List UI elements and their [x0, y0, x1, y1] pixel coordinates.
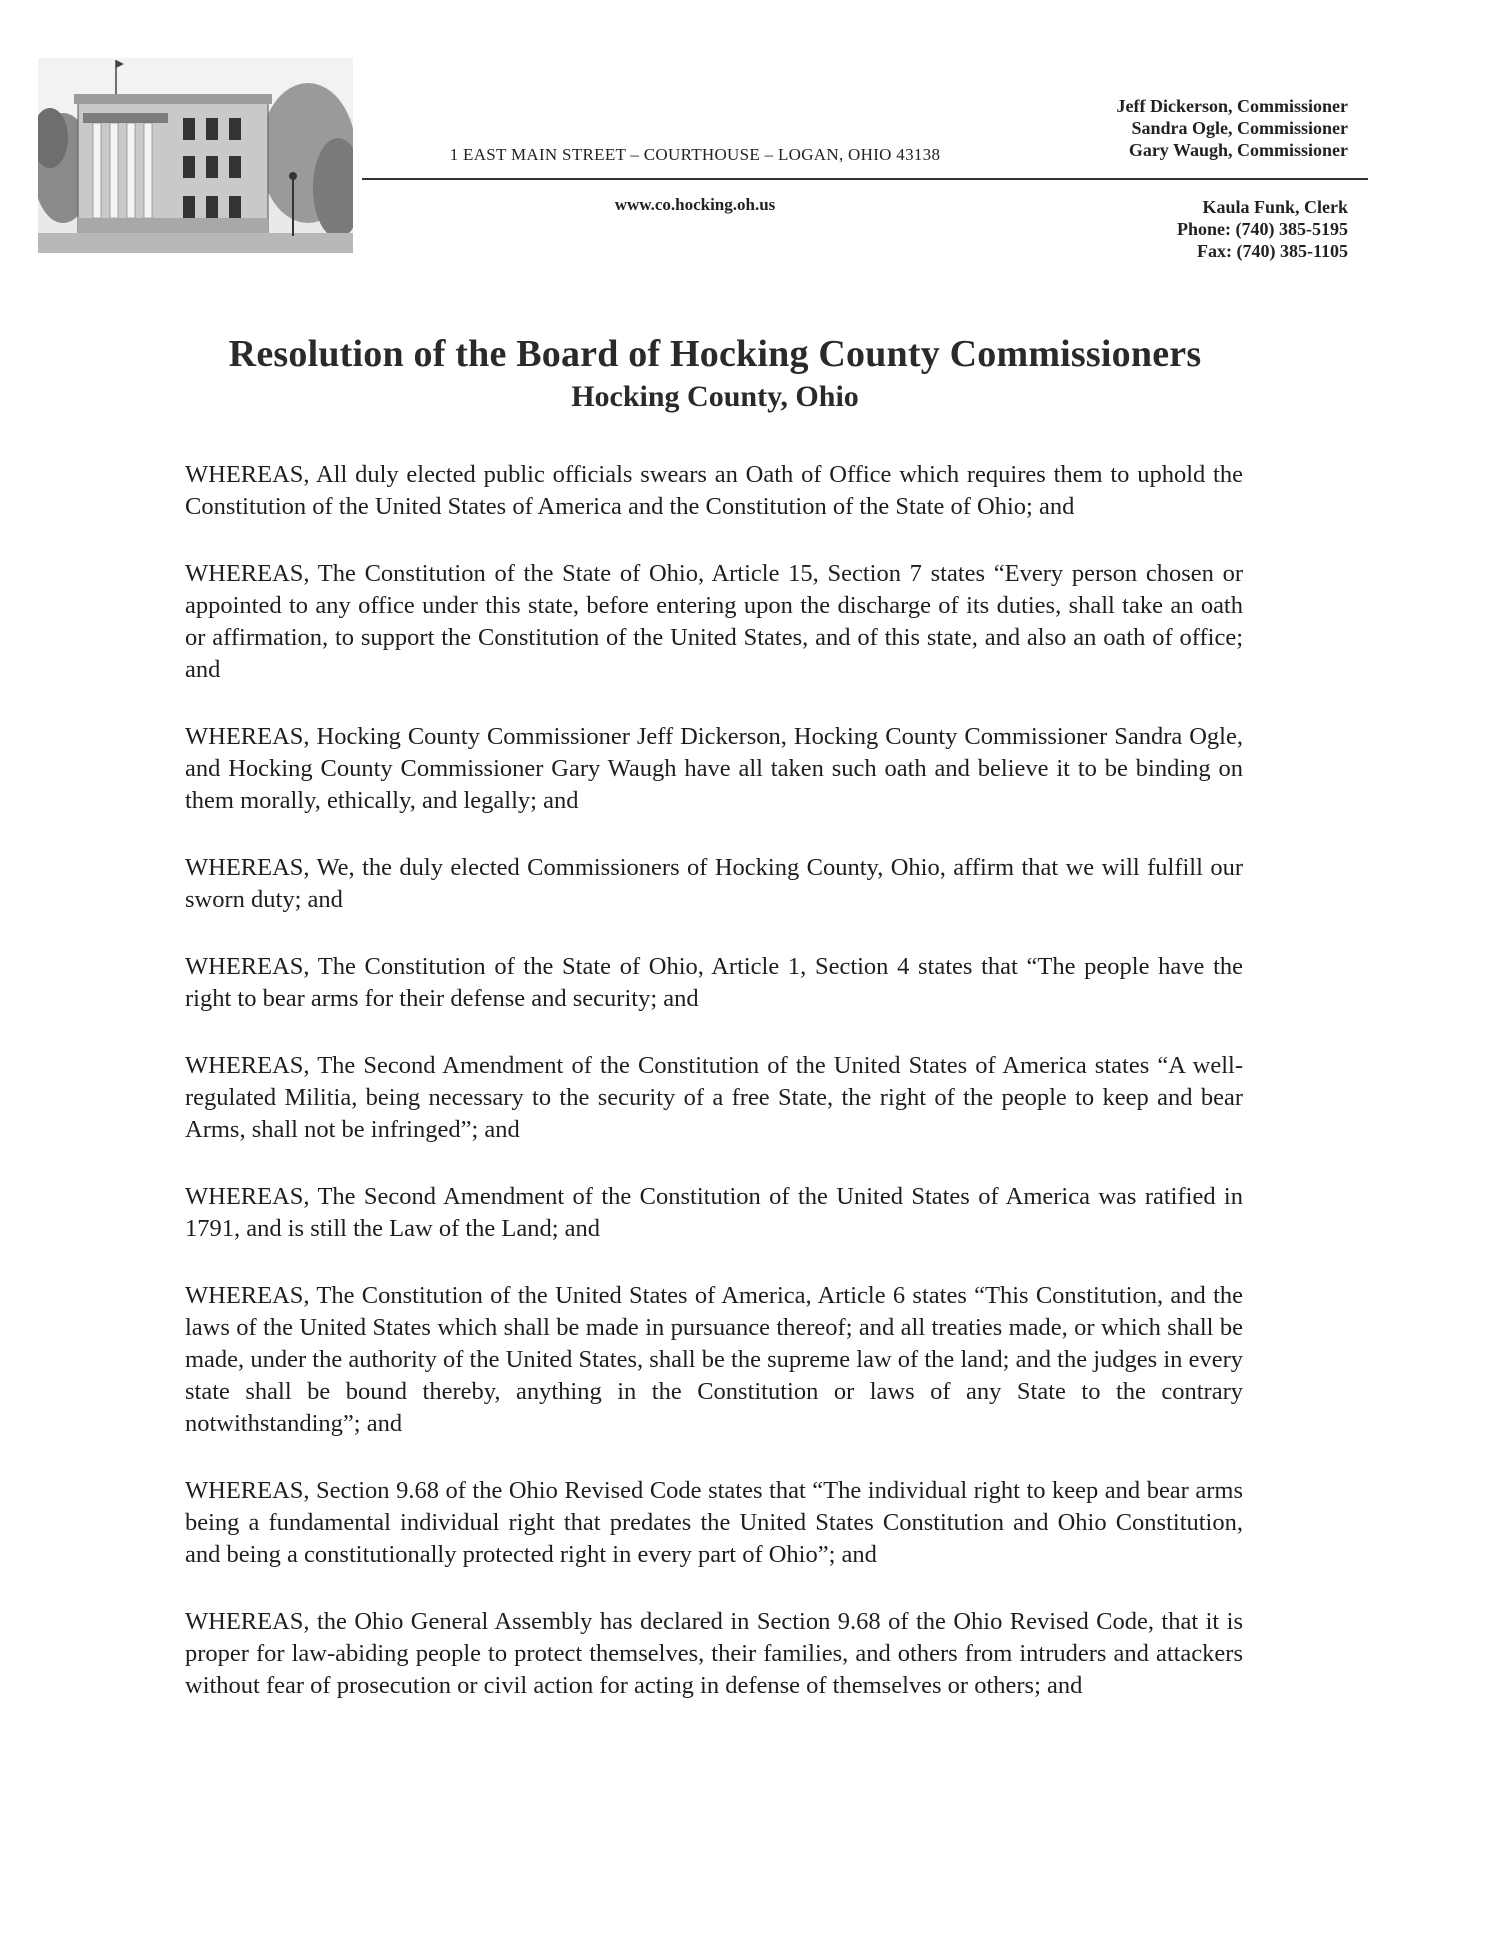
phone-number: Phone: (740) 385-5195	[1177, 219, 1348, 239]
commissioner-name: Gary Waugh, Commissioner	[1128, 140, 1348, 160]
courthouse-address: 1 EAST MAIN STREET – COURTHOUSE – LOGAN, OHIO 43138	[449, 145, 941, 164]
fax-number: Fax: (740) 385-1105	[1197, 241, 1348, 261]
commissioners-list	[1117, 95, 1348, 161]
whereas-paragraph: WHEREAS, the Ohio General Assembly has declared in Section 9.68 of the Ohio Revised Code, that it is proper for law-abiding people to protect themselves, their families, and others from intruders and attackers without fear of prosecution or civil action for acting in defense of themselves or others; and	[185, 1608, 1243, 1699]
whereas-paragraph: WHEREAS, The Second Amendment of the Constitution of the United States of America was ratified in 1791, and is still the Law of the Land; and	[185, 1183, 1243, 1242]
whereas-paragraph: WHEREAS, The Constitution of the United States of America, Article 6 states “This Constitution, and the laws of the United States which shall be made in pursuance thereof; and all treaties made, or which shall be made, under the authority of the United States, shall be the supreme law of the land; and the judges in every state shall be bound thereby, anything in the Constitution or laws of any State to the contrary notwithstanding”; and	[185, 1282, 1243, 1437]
resolution-title: Resolution of the Board of Hocking County Commissioners	[228, 333, 1202, 375]
letterhead-divider	[362, 178, 1368, 180]
commissioner-name: Jeff Dickerson, Commissioner	[1116, 96, 1348, 116]
whereas-paragraph: WHEREAS, We, the duly elected Commissioners of Hocking County, Ohio, affirm that we will fulfill our sworn duty; and	[185, 854, 1243, 913]
whereas-paragraph: WHEREAS, The Second Amendment of the Constitution of the United States of America states “A well-regulated Militia, being necessary to the security of a free State, the right of the people to keep and bear Arms, shall not be infringed”; and	[185, 1052, 1243, 1143]
clerk-name: Kaula Funk, Clerk	[1202, 197, 1348, 217]
resolution-body	[185, 459, 1243, 1737]
resolution-subtitle: Hocking County, Ohio	[571, 380, 859, 413]
whereas-paragraph: WHEREAS, The Constitution of the State of Ohio, Article 1, Section 4 states that “The people have the right to bear arms for their defense and security; and	[185, 953, 1243, 1012]
county-website: www.co.hocking.oh.us	[614, 195, 776, 214]
whereas-paragraph: WHEREAS, Section 9.68 of the Ohio Revised Code states that “The individual right to keep and bear arms being a fundamental individual right that predates the United States Constitution and Ohio Constitution, and being a constitutionally protected right in every part of Ohio”; and	[185, 1477, 1243, 1568]
clerk-contact	[1177, 196, 1348, 262]
letterhead	[0, 0, 1490, 280]
whereas-paragraph: WHEREAS, The Constitution of the State of Ohio, Article 15, Section 7 states “Every person chosen or appointed to any office under this state, before entering upon the discharge of its duties, shall take an oath or affirmation, to support the Constitution of the United States, and of this state, and also an oath of office; and	[185, 560, 1243, 683]
commissioner-name: Sandra Ogle, Commissioner	[1131, 118, 1348, 138]
whereas-paragraph: WHEREAS, All duly elected public officials swears an Oath of Office which requires them to uphold the Constitution of the United States of America and the Constitution of the State of Ohio; and	[185, 461, 1243, 520]
courthouse-illustration	[38, 58, 353, 253]
whereas-paragraph: WHEREAS, Hocking County Commissioner Jeff Dickerson, Hocking County Commissioner Sandra Ogle, and Hocking County Commissioner Gary Waugh have all taken such oath and believe it to be binding on them morally, ethically, and legally; and	[185, 723, 1243, 814]
